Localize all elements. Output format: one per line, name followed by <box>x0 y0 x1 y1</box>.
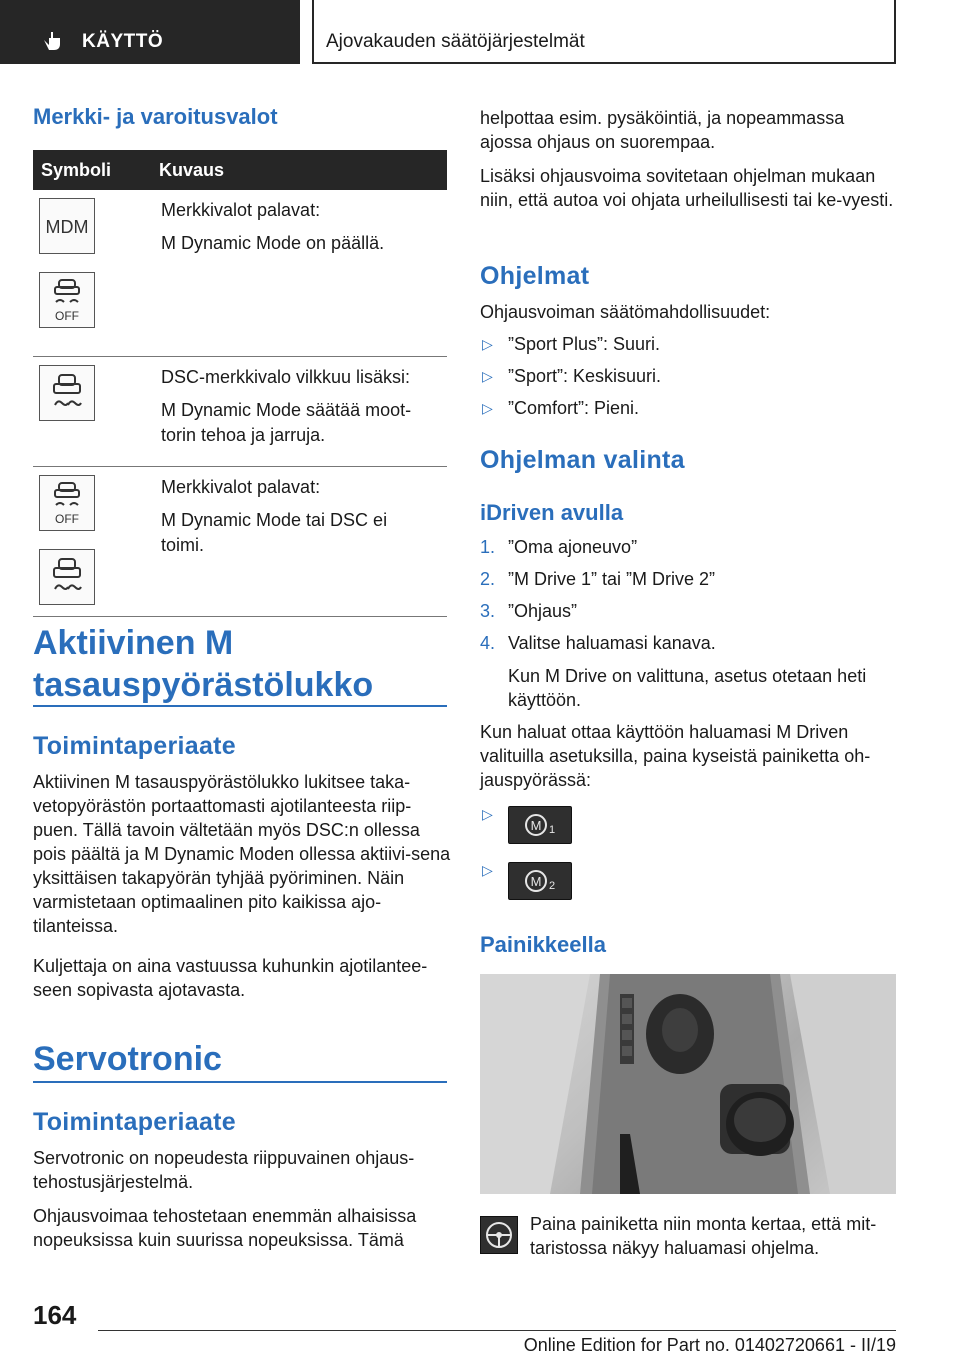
list-item: 4. Valitse haluamasi kanava. <box>480 633 716 653</box>
mdrive-paragraph: Kun haluat ottaa käyttöön haluamasi M Driven valituilla asetuksilla, paina kyseistä painiketta oh-jauspyörässä: <box>480 722 871 790</box>
dsc-off-indicator-icon <box>39 272 95 328</box>
mdm-indicator-icon <box>39 198 95 254</box>
diff-principle-heading: Toimintaperiaate <box>33 732 236 760</box>
servo-principle-heading: Toimintaperiaate <box>33 1108 236 1136</box>
heading-rule <box>33 1081 447 1083</box>
section-label: KÄYTTÖ <box>82 31 164 52</box>
button-paragraph: Paina painiketta niin monta kertaa, että mit-taristossa näkyy haluamasi ohjelma. <box>530 1214 877 1258</box>
list-item: 3. ”Ohjaus” <box>480 601 578 621</box>
table-row <box>33 190 447 357</box>
idrive-heading: iDriven avulla <box>480 500 624 525</box>
svg-text:2: 2 <box>548 880 556 892</box>
programs-heading: Ohjelmat <box>480 262 590 290</box>
programs-intro: Ohjausvoiman säätömahdollisuudet: <box>480 302 771 322</box>
triangle-bullet-icon: ▷ <box>482 368 493 384</box>
diff-lock-heading: Aktiivinen M tasauspyörästölukko <box>33 624 374 704</box>
button-heading: Painikkeella <box>480 932 606 957</box>
steering-wheel-button-icon <box>480 1216 518 1254</box>
m-drive-1-button-icon <box>508 806 572 844</box>
row3-line1: Merkkivalot palavat: <box>161 477 321 497</box>
servotronic-heading: Servotronic <box>33 1040 222 1078</box>
section-tab <box>0 0 300 64</box>
right-paragraph-2: Lisäksi ohjausvoima sovitetaan ohjelman mukaan niin, että autoa voi ohjata urheilullisesti tai ke-vyesti. <box>480 166 894 210</box>
list-item: ▷ ”Comfort”: Pieni. <box>480 392 900 424</box>
list-item: 2. ”M Drive 1” tai ”M Drive 2” <box>480 569 716 589</box>
row1-line2: M Dynamic Mode on päällä. <box>161 233 385 253</box>
svg-text:OFF: OFF <box>55 309 79 323</box>
programs-list <box>480 328 900 424</box>
diff-paragraph-2: Kuljettaja on aina vastuussa kuhunkin ajotilantee-seen sopivasta ajotavasta. <box>33 956 428 1000</box>
indicator-table <box>33 150 447 617</box>
row2-line1: DSC-merkkivalo vilkkuu lisäksi: <box>161 367 411 387</box>
chapter-tab <box>312 0 896 64</box>
triangle-bullet-icon: ▷ <box>482 862 493 878</box>
heading-rule <box>33 705 447 707</box>
table-header-symbol: Symboli <box>33 150 155 190</box>
triangle-bullet-icon: ▷ <box>482 336 493 352</box>
svg-text:M: M <box>530 874 542 889</box>
page-number: 164 <box>33 1300 77 1330</box>
list-item: ▷ ”Sport”: Keskisuuri. <box>480 360 900 392</box>
step4-note: Kun M Drive on valittuna, asetus otetaan heti käyttöön. <box>508 666 867 710</box>
right-paragraph-1: helpottaa esim. pysäköintiä, ja nopeammassa ajossa ohjaus on suorempaa. <box>480 108 845 152</box>
table-row <box>33 357 447 467</box>
svg-text:MDM: MDM <box>45 217 89 237</box>
row1-line1: Merkkivalot palavat: <box>161 200 321 220</box>
triangle-bullet-icon: ▷ <box>482 806 493 822</box>
edition-text: Online Edition for Part no. 01402720661 - II/19 <box>523 1335 896 1355</box>
m-drive-2-button-icon <box>508 862 572 900</box>
row3-line2: M Dynamic Mode tai DSC ei toimi. <box>161 510 388 555</box>
dsc-indicator-icon <box>39 549 95 605</box>
list-item: ▷ ”Sport Plus”: Suuri. <box>480 328 900 360</box>
footer-rule <box>98 1330 896 1331</box>
dsc-off-indicator-icon <box>39 475 95 531</box>
indicators-heading: Merkki- ja varoitusvalot <box>33 104 278 129</box>
svg-text:OFF: OFF <box>55 512 79 526</box>
page-header <box>0 0 960 64</box>
svg-text:M: M <box>530 818 542 833</box>
table-row <box>33 467 447 617</box>
row2-line2: M Dynamic Mode säätää moot-torin tehoa ja jarruja. <box>161 400 412 445</box>
chapter-label: Ajovakauden säätöjärjestelmät <box>326 31 585 52</box>
program-select-heading: Ohjelman valinta <box>480 446 685 474</box>
triangle-bullet-icon: ▷ <box>482 400 493 416</box>
svg-text:1: 1 <box>548 824 556 836</box>
center-console-photo <box>480 974 896 1194</box>
servo-paragraph-1: Servotronic on nopeudesta riippuvainen ohjaus-tehostusjärjestelmä. <box>33 1148 415 1192</box>
dsc-indicator-icon <box>39 365 95 421</box>
list-item: 1. ”Oma ajoneuvo” <box>480 537 638 557</box>
hand-pointer-icon <box>40 28 64 52</box>
table-header-description: Kuvaus <box>155 150 447 190</box>
diff-paragraph-1: Aktiivinen M tasauspyörästölukko lukitsee taka-vetopyörästön portaattomasti ajotilanteesta riip-puen. Tällä tavoin vältetään myös DSC:n ollessa pois päältä ja M Dynamic Moden ollessa aktiivi-sena yksittäisen takapyörän tyhjää pyöriminen. Näin varmistetaan optimaalinen pito kaikissa ajo-tilanteissa. <box>33 772 451 936</box>
idrive-steps <box>480 531 900 659</box>
servo-paragraph-2: Ohjausvoimaa tehostetaan enemmän alhaisissa nopeuksissa kuin suurissa nopeuksissa. Tämä <box>33 1206 417 1250</box>
